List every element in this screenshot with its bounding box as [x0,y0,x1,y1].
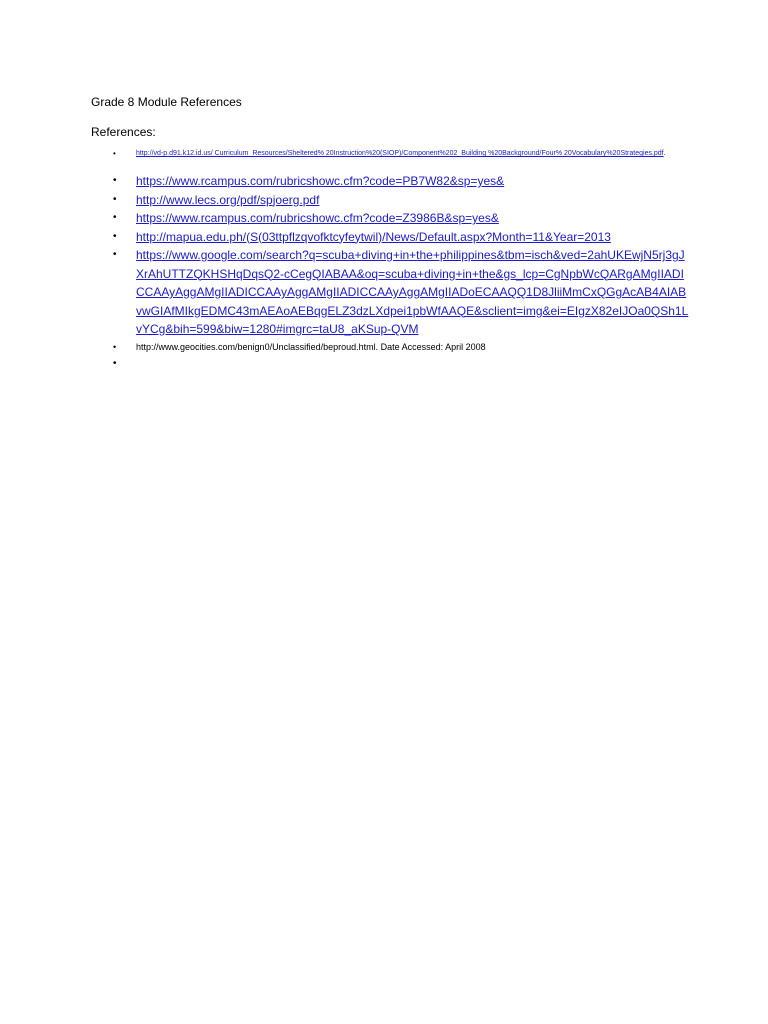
reference-link[interactable]: https://www.rcampus.com/rubricshowc.cfm?code=Z3986B&sp=yes& [136,211,499,225]
reference-item [91,228,691,247]
bullet-icon: • [113,193,117,205]
reference-link[interactable]: http://vd-p.d91.k12.id.us/ Curriculum_Resources/Sheltered% 20Instruction%20(SIOP)/Component%202_Building %20Background/Four% 20Vocabulary%20Strategies.pdf [136,150,664,157]
reference-item [91,246,691,339]
bullet-icon: • [113,341,117,352]
reference-item [91,209,691,228]
bullet-icon: • [113,175,117,186]
bullet-icon: • [113,212,117,223]
reference-item-empty [91,355,691,373]
references-list [91,148,691,373]
reference-item [91,148,691,172]
references-heading: References: [91,125,156,139]
reference-link[interactable]: http://mapua.edu.ph/(S(03ttpflzqvofktcyfeytwil)/News/Default.aspx?Month=11&Year=2013 [136,229,611,244]
reference-text: http://www.geocities.com/benign0/Unclassified/beproud.html. Date Accessed: April 2008 [136,341,486,352]
reference-item [91,172,691,191]
reference-link[interactable]: https://www.rcampus.com/rubricshowc.cfm?code=PB7W82&sp=yes& [136,174,505,188]
reference-link[interactable]: http://www.lecs.org/pdf/spjoerg.pdf [136,192,320,207]
bullet-icon: • [113,357,117,369]
document-page [91,94,691,373]
reference-item [91,191,691,210]
bullet-icon: • [113,230,117,242]
bullet-icon: • [113,249,117,260]
reference-link[interactable]: https://www.google.com/search?q=scuba+diving+in+the+philippines&tbm=isch&ved=2ahUKEwjN5rj3gJXrAhUTTZQKHSHqDqsQ2-cCegQIABAA&oq=scuba+diving+in+the&gs_lcp=CgNpbWcQARgAMgIIADICCAAyAggAMgIIADICCAAyAggAMgIIADICCAAyAggAMgIIADoECAAQQ1D8JliiMmCxQGgAcAB4AIABvwGIAfMIkgEDMC43mAEAoAEBqgELZ3dzLXdpei1pbWfAAQE&sclient=img&ei=EIgzX82eIJOa0QSh1LvYCg&bih=599&biw=1280#imgrc=taU8_aKSup-QVM [136,248,689,336]
document-title: Grade 8 Module References [91,95,242,109]
reference-suffix: . [663,150,666,157]
bullet-icon: • [113,149,116,158]
reference-item [91,339,691,355]
